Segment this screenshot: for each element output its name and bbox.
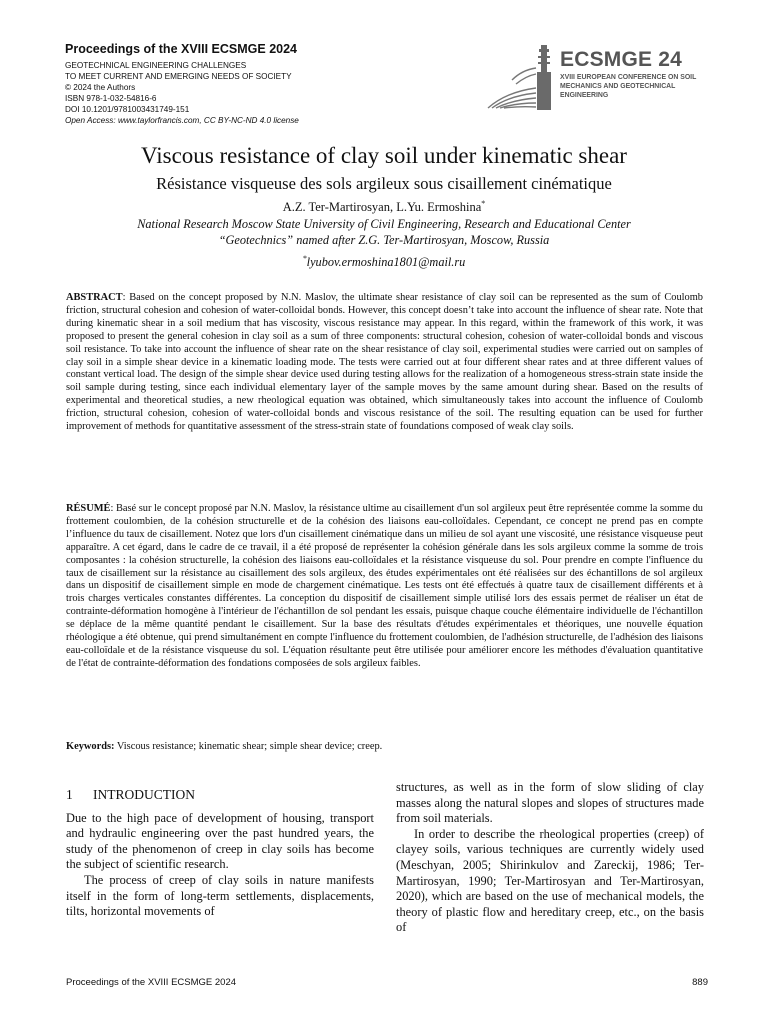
body-paragraph: In order to describe the rheological properties (creep) of clayey soils, various techniques are currently widely used (Meschyan, 2005; Shirinkulov and Zareckij, 1986; Ter-Martirosyan, 1990; Ter-Martirosyan and Ter-Martirosyan, 2020), which are based on the use of mechanical models, the theory of plastic flow and hereditary creep, etc., on the basis of [396,826,704,935]
body-column-right [396,780,704,936]
logo-name: ECSMGE 24 [560,48,683,71]
open-access-line: Open Access: www.taylorfrancis.com, CC BY-NC-ND 4.0 license [65,116,299,125]
proceedings-header [65,42,485,126]
contact-email [0,254,768,270]
proceedings-title: Proceedings of the XVIII ECSMGE 2024 [65,42,298,56]
resume [66,503,703,671]
author-mark: * [481,199,486,208]
keywords-text: Viscous resistance; kinematic shear; simple shear device; creep. [114,741,383,752]
email-address: lyubov.ermoshina1801@mail.ru [306,255,466,270]
resume-text: : Basé sur le concept proposé par N.N. Maslov, la résistance ultime au cisaillement d'un sol argileux peut être représentée comme la somme du frottement coulombien, de la cohésion structurelle et de la cohésion des liaisons eau-colloïdales. Cependant, ce concept ne prend pas en compte l’influence du taux de cisaillement. Notez que lors d'un cisaillement cinématique dans un milieu de sol ayant une viscosité, une résistance visqueuse peut apparaître. A cet égard, dans le cadre de ce travail, il a été proposé de représenter la cohésion générale dans les sols argileux comme la somme de trois composantes : la cohésion structurelle, la cohésion des liaisons eau-colloïdales et la résistance visqueuse du sol. Pour prendre en compte l'influence du taux de cisaillement sur la résistance au cisaillement des sols argileux, des études expérimentales ont été réalisées sur des échantillons de sol argileux dans un dispositif de cisaillement simple en mode de chargement cinématique. Les tests ont été effectués à quatre taux de cisaillement différents et à trois charges verticales constantes différentes. La conception du dispositif de cisaillement simple utilisé lors des essais permet de réaliser un état de contrainte-déformation homogène à l'intérieur de l'échantillon de sol pendant les essais, puisque chaque couche élémentaire individuelle de l'échantillon se déplace de la même quantité pendant le cisaillement. Sur la base des résultats d'études expérimentales et théoriques, une nouvelle équation rhéologique a été obtenue, qui prend simultanément en compte l'influence du frottement coulombien, de l'adhésion structurelle, de l'adhésion des liaisons eau-colloïdale et de la résistance visqueuse du sol. L'équation résultante peut être utilisée pour améliorer encore les méthodes d'évaluation quantitative de l'état de contrainte-déformation des fondations composées de sols argileux faibles. [66,503,703,669]
abstract-label: ABSTRACT [66,292,123,303]
header-line: ISBN 978-1-032-54816-6 [65,94,157,103]
section-heading [66,787,374,803]
section-number: 1 [66,787,73,802]
affiliation-line-2: “Geotechnics” named after Z.G. Ter-Martirosyan, Moscow, Russia [218,233,550,247]
affiliation [0,216,768,248]
author-names: A.Z. Ter-Martirosyan, L.Yu. Ermoshina [282,200,482,215]
body-paragraph: Due to the high pace of development of housing, transport and hydraulic engineering over the past hundred years, the study of the phenomenon of creep in clay soils has become the subject of scientific research. [66,810,374,872]
paper-subtitle: Résistance visqueuse des sols argileux sous cisaillement cinématique [156,174,612,193]
lighthouse-logo-icon [486,40,558,112]
header-line: DOI 10.1201/9781003431749-151 [65,105,190,114]
conference-logo [486,40,716,112]
keywords [66,741,703,754]
abstract-text: : Based on the concept proposed by N.N. Maslov, the ultimate shear resistance of clay soil can be represented as the sum of Coulomb friction, structural cohesion and cohesion of water-colloidal bonds. However, this concept doesn’t take into account the influence of shear rate. Note that during kinematic shear in a soil medium that has viscosity, viscous resistance may appear. In this regard, within the framework of this work, it was proposed to present the general cohesion in clay soil as a sum of three components: structural cohesion, cohesion of water-colloidal bonds and viscous soil resistance. To take into account the influence of shear rate on the shear resistance of clay soil, experimental studies were carried out on samples of clay soil in a simple shear device in a kinematic loading mode. The tests were carried out at four different shear rates and at three different values of constant vertical load. The design of the simple shear device used during testing allows for the realization of a homogeneous stress-strain state inside the soil sample during testing, since each individual elementary layer of the sample moves by the same amount during shear. Based on the results of experimental and theoretical studies, a new rheological equation was obtained, which simultaneously takes into account the influence of Coulomb friction, structural cohesion, cohesion of water-colloidal bonds and viscous resistance of the soil. The resulting equation can be used for further improvement of methods for quantitative assessment of the stress-strain state of foundations composed of weak clay soils. [66,292,703,433]
paper-title: Viscous resistance of clay soil under kinematic shear [141,143,627,168]
abstract [66,292,703,434]
section-title: INTRODUCTION [93,787,195,802]
authors [0,199,768,215]
resume-label: RÉSUMÉ [66,503,111,514]
body-column-left [66,787,374,920]
email-mark: * [302,254,307,263]
logo-subtitle: XVIII EUROPEAN CONFERENCE ON SOIL MECHANICS AND GEOTECHNICAL ENGINEERING [560,74,697,99]
affiliation-line-1: National Research Moscow State University of Civil Engineering, Research and Educational Center [137,217,631,231]
footer-proceedings: Proceedings of the XVIII ECSMGE 2024 [66,977,237,988]
header-line: © 2024 the Authors [65,83,136,92]
header-line: TO MEET CURRENT AND EMERGING NEEDS OF SOCIETY [65,72,292,81]
header-line: GEOTECHNICAL ENGINEERING CHALLENGES [65,61,247,70]
page-number: 889 [692,977,708,988]
body-paragraph: structures, as well as in the form of slow sliding of clay masses along the natural slopes and slopes of structures made from soil materials. [396,780,704,826]
body-paragraph: The process of creep of clay soils in nature manifests itself in the form of long-term settlements, displacements, tilts, horizontal movements of [66,872,374,919]
keywords-label: Keywords: [66,741,115,752]
